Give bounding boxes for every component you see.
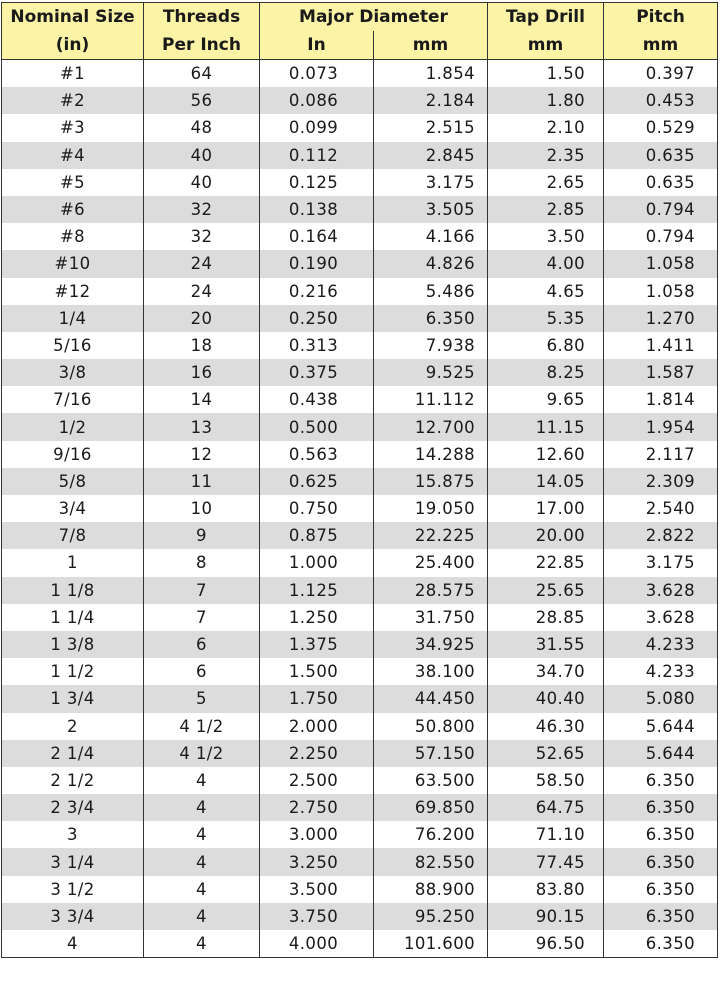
cell-pitch-mm: 6.350 — [604, 903, 718, 930]
cell-tap-drill-mm: 31.55 — [488, 631, 604, 658]
cell-major-in: 2.750 — [260, 794, 374, 821]
cell-major-mm: 3.175 — [374, 169, 488, 196]
cell-nominal-size: 9/16 — [2, 441, 144, 468]
cell-tap-drill-mm: 64.75 — [488, 794, 604, 821]
cell-major-mm: 22.225 — [374, 522, 488, 549]
cell-major-in: 1.250 — [260, 604, 374, 631]
cell-threads-per-inch: 40 — [144, 142, 260, 169]
table-row — [2, 876, 718, 903]
cell-threads-per-inch: 32 — [144, 223, 260, 250]
cell-tap-drill-mm: 46.30 — [488, 713, 604, 740]
table-row — [2, 114, 718, 141]
cell-major-in: 3.750 — [260, 903, 374, 930]
table-body — [2, 60, 718, 958]
table-row — [2, 223, 718, 250]
cell-major-mm: 15.875 — [374, 468, 488, 495]
table-row — [2, 903, 718, 930]
cell-major-mm: 6.350 — [374, 305, 488, 332]
cell-threads-per-inch: 20 — [144, 305, 260, 332]
cell-major-mm: 5.486 — [374, 278, 488, 305]
cell-pitch-mm: 0.529 — [604, 114, 718, 141]
cell-threads-per-inch: 14 — [144, 386, 260, 413]
cell-threads-per-inch: 18 — [144, 332, 260, 359]
cell-threads-per-inch: 13 — [144, 413, 260, 440]
cell-major-mm: 9.525 — [374, 359, 488, 386]
cell-pitch-mm: 3.175 — [604, 549, 718, 576]
table-row — [2, 821, 718, 848]
cell-pitch-mm: 1.058 — [604, 250, 718, 277]
table-row — [2, 604, 718, 631]
cell-major-mm: 82.550 — [374, 848, 488, 875]
header-major-mm: mm — [374, 31, 488, 60]
cell-pitch-mm: 0.794 — [604, 223, 718, 250]
cell-pitch-mm: 4.233 — [604, 658, 718, 685]
cell-threads-per-inch: 24 — [144, 250, 260, 277]
cell-pitch-mm: 6.350 — [604, 767, 718, 794]
cell-tap-drill-mm: 17.00 — [488, 495, 604, 522]
cell-major-in: 0.125 — [260, 169, 374, 196]
cell-nominal-size: 1 — [2, 549, 144, 576]
cell-major-in: 2.250 — [260, 740, 374, 767]
table-row — [2, 278, 718, 305]
table-row — [2, 359, 718, 386]
cell-pitch-mm: 4.233 — [604, 631, 718, 658]
cell-major-in: 0.563 — [260, 441, 374, 468]
cell-threads-per-inch: 4 — [144, 794, 260, 821]
cell-threads-per-inch: 16 — [144, 359, 260, 386]
cell-nominal-size: 1/4 — [2, 305, 144, 332]
cell-major-in: 0.086 — [260, 87, 374, 114]
cell-nominal-size: 1/2 — [2, 413, 144, 440]
cell-tap-drill-mm: 14.05 — [488, 468, 604, 495]
cell-threads-per-inch: 11 — [144, 468, 260, 495]
header-tap-drill: Tap Drill — [488, 3, 604, 32]
cell-major-mm: 2.515 — [374, 114, 488, 141]
cell-major-mm: 12.700 — [374, 413, 488, 440]
cell-tap-drill-mm: 9.65 — [488, 386, 604, 413]
cell-nominal-size: 1 1/4 — [2, 604, 144, 631]
header-threads: Threads — [144, 3, 260, 32]
cell-major-mm: 57.150 — [374, 740, 488, 767]
cell-major-in: 0.625 — [260, 468, 374, 495]
cell-major-mm: 1.854 — [374, 60, 488, 88]
table-header — [2, 3, 718, 60]
cell-tap-drill-mm: 12.60 — [488, 441, 604, 468]
cell-threads-per-inch: 4 1/2 — [144, 713, 260, 740]
cell-pitch-mm: 1.814 — [604, 386, 718, 413]
cell-major-mm: 69.850 — [374, 794, 488, 821]
table-row — [2, 413, 718, 440]
cell-nominal-size: #1 — [2, 60, 144, 88]
cell-major-mm: 7.938 — [374, 332, 488, 359]
cell-threads-per-inch: 32 — [144, 196, 260, 223]
cell-nominal-size: 2 1/4 — [2, 740, 144, 767]
cell-threads-per-inch: 4 — [144, 930, 260, 958]
cell-major-mm: 31.750 — [374, 604, 488, 631]
cell-threads-per-inch: 64 — [144, 60, 260, 88]
header-pitch-mm: mm — [604, 31, 718, 60]
header-major-in: In — [260, 31, 374, 60]
table-row — [2, 332, 718, 359]
cell-major-mm: 38.100 — [374, 658, 488, 685]
cell-nominal-size: 3 1/2 — [2, 876, 144, 903]
table-row — [2, 685, 718, 712]
cell-major-mm: 76.200 — [374, 821, 488, 848]
cell-major-in: 4.000 — [260, 930, 374, 958]
cell-tap-drill-mm: 83.80 — [488, 876, 604, 903]
cell-major-in: 1.000 — [260, 549, 374, 576]
cell-tap-drill-mm: 90.15 — [488, 903, 604, 930]
cell-tap-drill-mm: 40.40 — [488, 685, 604, 712]
cell-nominal-size: 3/8 — [2, 359, 144, 386]
table-row — [2, 169, 718, 196]
cell-major-in: 1.375 — [260, 631, 374, 658]
cell-pitch-mm: 1.587 — [604, 359, 718, 386]
header-nominal-size: Nominal Size — [2, 3, 144, 32]
cell-tap-drill-mm: 2.10 — [488, 114, 604, 141]
cell-nominal-size: 4 — [2, 930, 144, 958]
cell-pitch-mm: 1.058 — [604, 278, 718, 305]
cell-major-in: 1.500 — [260, 658, 374, 685]
cell-threads-per-inch: 4 — [144, 848, 260, 875]
cell-nominal-size: 5/8 — [2, 468, 144, 495]
cell-major-mm: 14.288 — [374, 441, 488, 468]
cell-pitch-mm: 6.350 — [604, 821, 718, 848]
cell-nominal-size: #2 — [2, 87, 144, 114]
cell-tap-drill-mm: 58.50 — [488, 767, 604, 794]
cell-major-mm: 2.184 — [374, 87, 488, 114]
cell-tap-drill-mm: 71.10 — [488, 821, 604, 848]
cell-nominal-size: #10 — [2, 250, 144, 277]
cell-tap-drill-mm: 1.50 — [488, 60, 604, 88]
cell-threads-per-inch: 9 — [144, 522, 260, 549]
cell-pitch-mm: 2.540 — [604, 495, 718, 522]
thread-size-table — [1, 2, 718, 958]
table-row — [2, 848, 718, 875]
table-row — [2, 767, 718, 794]
cell-pitch-mm: 1.411 — [604, 332, 718, 359]
table-row — [2, 549, 718, 576]
cell-pitch-mm: 6.350 — [604, 876, 718, 903]
cell-pitch-mm: 0.397 — [604, 60, 718, 88]
cell-nominal-size: #12 — [2, 278, 144, 305]
cell-major-in: 3.000 — [260, 821, 374, 848]
cell-tap-drill-mm: 1.80 — [488, 87, 604, 114]
cell-pitch-mm: 2.309 — [604, 468, 718, 495]
cell-nominal-size: #4 — [2, 142, 144, 169]
cell-nominal-size: 7/8 — [2, 522, 144, 549]
table-row — [2, 142, 718, 169]
cell-pitch-mm: 2.117 — [604, 441, 718, 468]
cell-pitch-mm: 6.350 — [604, 930, 718, 958]
cell-threads-per-inch: 7 — [144, 604, 260, 631]
cell-nominal-size: 2 3/4 — [2, 794, 144, 821]
cell-major-mm: 25.400 — [374, 549, 488, 576]
table-row — [2, 87, 718, 114]
header-pitch: Pitch — [604, 3, 718, 32]
cell-major-mm: 4.166 — [374, 223, 488, 250]
cell-threads-per-inch: 7 — [144, 577, 260, 604]
cell-nominal-size: #6 — [2, 196, 144, 223]
cell-pitch-mm: 5.644 — [604, 713, 718, 740]
cell-tap-drill-mm: 52.65 — [488, 740, 604, 767]
table-row — [2, 794, 718, 821]
cell-major-in: 0.112 — [260, 142, 374, 169]
cell-nominal-size: #5 — [2, 169, 144, 196]
table-row — [2, 60, 718, 88]
cell-major-mm: 11.112 — [374, 386, 488, 413]
cell-major-mm: 63.500 — [374, 767, 488, 794]
cell-threads-per-inch: 12 — [144, 441, 260, 468]
cell-threads-per-inch: 10 — [144, 495, 260, 522]
cell-major-in: 0.250 — [260, 305, 374, 332]
cell-nominal-size: #3 — [2, 114, 144, 141]
cell-tap-drill-mm: 2.65 — [488, 169, 604, 196]
cell-threads-per-inch: 4 — [144, 767, 260, 794]
cell-major-in: 0.375 — [260, 359, 374, 386]
cell-pitch-mm: 1.954 — [604, 413, 718, 440]
header-nominal-unit: (in) — [2, 31, 144, 60]
cell-major-in: 0.500 — [260, 413, 374, 440]
cell-tap-drill-mm: 8.25 — [488, 359, 604, 386]
table-row — [2, 522, 718, 549]
cell-major-in: 0.875 — [260, 522, 374, 549]
table-row — [2, 740, 718, 767]
cell-threads-per-inch: 48 — [144, 114, 260, 141]
cell-pitch-mm: 0.794 — [604, 196, 718, 223]
cell-pitch-mm: 3.628 — [604, 604, 718, 631]
cell-nominal-size: #8 — [2, 223, 144, 250]
cell-threads-per-inch: 4 — [144, 903, 260, 930]
cell-major-in: 0.138 — [260, 196, 374, 223]
cell-major-in: 0.164 — [260, 223, 374, 250]
cell-major-in: 3.500 — [260, 876, 374, 903]
cell-nominal-size: 3 1/4 — [2, 848, 144, 875]
table-row — [2, 713, 718, 740]
cell-major-mm: 101.600 — [374, 930, 488, 958]
cell-major-in: 0.099 — [260, 114, 374, 141]
table-row — [2, 658, 718, 685]
header-major-diameter: Major Diameter — [260, 3, 488, 32]
cell-tap-drill-mm: 2.85 — [488, 196, 604, 223]
cell-threads-per-inch: 4 — [144, 821, 260, 848]
cell-major-mm: 50.800 — [374, 713, 488, 740]
cell-major-mm: 2.845 — [374, 142, 488, 169]
cell-major-in: 0.216 — [260, 278, 374, 305]
table-row — [2, 631, 718, 658]
cell-major-mm: 3.505 — [374, 196, 488, 223]
cell-nominal-size: 5/16 — [2, 332, 144, 359]
cell-pitch-mm: 6.350 — [604, 848, 718, 875]
cell-tap-drill-mm: 96.50 — [488, 930, 604, 958]
cell-threads-per-inch: 4 — [144, 876, 260, 903]
cell-major-in: 0.750 — [260, 495, 374, 522]
cell-tap-drill-mm: 20.00 — [488, 522, 604, 549]
cell-pitch-mm: 5.080 — [604, 685, 718, 712]
cell-major-mm: 34.925 — [374, 631, 488, 658]
cell-pitch-mm: 0.635 — [604, 142, 718, 169]
table-row — [2, 196, 718, 223]
cell-threads-per-inch: 8 — [144, 549, 260, 576]
cell-threads-per-inch: 6 — [144, 631, 260, 658]
cell-threads-per-inch: 24 — [144, 278, 260, 305]
cell-nominal-size: 7/16 — [2, 386, 144, 413]
table-row — [2, 305, 718, 332]
table-row — [2, 250, 718, 277]
cell-tap-drill-mm: 3.50 — [488, 223, 604, 250]
cell-major-mm: 44.450 — [374, 685, 488, 712]
cell-major-mm: 28.575 — [374, 577, 488, 604]
cell-nominal-size: 1 3/8 — [2, 631, 144, 658]
cell-pitch-mm: 2.822 — [604, 522, 718, 549]
cell-major-mm: 88.900 — [374, 876, 488, 903]
cell-nominal-size: 3/4 — [2, 495, 144, 522]
cell-nominal-size: 2 — [2, 713, 144, 740]
header-threads-per-inch: Per Inch — [144, 31, 260, 60]
cell-pitch-mm: 0.635 — [604, 169, 718, 196]
cell-tap-drill-mm: 2.35 — [488, 142, 604, 169]
cell-major-in: 0.438 — [260, 386, 374, 413]
cell-major-in: 2.500 — [260, 767, 374, 794]
cell-tap-drill-mm: 11.15 — [488, 413, 604, 440]
cell-pitch-mm: 5.644 — [604, 740, 718, 767]
cell-major-mm: 95.250 — [374, 903, 488, 930]
table-row — [2, 468, 718, 495]
cell-tap-drill-mm: 25.65 — [488, 577, 604, 604]
cell-nominal-size: 2 1/2 — [2, 767, 144, 794]
cell-tap-drill-mm: 28.85 — [488, 604, 604, 631]
cell-major-mm: 4.826 — [374, 250, 488, 277]
cell-tap-drill-mm: 77.45 — [488, 848, 604, 875]
table-row — [2, 495, 718, 522]
cell-major-mm: 19.050 — [374, 495, 488, 522]
cell-major-in: 3.250 — [260, 848, 374, 875]
cell-threads-per-inch: 56 — [144, 87, 260, 114]
cell-tap-drill-mm: 6.80 — [488, 332, 604, 359]
cell-tap-drill-mm: 5.35 — [488, 305, 604, 332]
cell-tap-drill-mm: 34.70 — [488, 658, 604, 685]
cell-tap-drill-mm: 22.85 — [488, 549, 604, 576]
cell-pitch-mm: 6.350 — [604, 794, 718, 821]
table-row — [2, 930, 718, 958]
cell-threads-per-inch: 5 — [144, 685, 260, 712]
cell-threads-per-inch: 4 1/2 — [144, 740, 260, 767]
cell-nominal-size: 3 — [2, 821, 144, 848]
cell-major-in: 2.000 — [260, 713, 374, 740]
cell-major-in: 1.750 — [260, 685, 374, 712]
cell-major-in: 1.125 — [260, 577, 374, 604]
cell-threads-per-inch: 6 — [144, 658, 260, 685]
table-row — [2, 577, 718, 604]
table-row — [2, 441, 718, 468]
cell-nominal-size: 1 1/8 — [2, 577, 144, 604]
cell-tap-drill-mm: 4.00 — [488, 250, 604, 277]
cell-nominal-size: 1 1/2 — [2, 658, 144, 685]
cell-tap-drill-mm: 4.65 — [488, 278, 604, 305]
table-row — [2, 386, 718, 413]
cell-major-in: 0.073 — [260, 60, 374, 88]
cell-major-in: 0.190 — [260, 250, 374, 277]
cell-nominal-size: 3 3/4 — [2, 903, 144, 930]
cell-pitch-mm: 0.453 — [604, 87, 718, 114]
cell-nominal-size: 1 3/4 — [2, 685, 144, 712]
cell-pitch-mm: 1.270 — [604, 305, 718, 332]
cell-major-in: 0.313 — [260, 332, 374, 359]
header-tap-mm: mm — [488, 31, 604, 60]
cell-threads-per-inch: 40 — [144, 169, 260, 196]
cell-pitch-mm: 3.628 — [604, 577, 718, 604]
